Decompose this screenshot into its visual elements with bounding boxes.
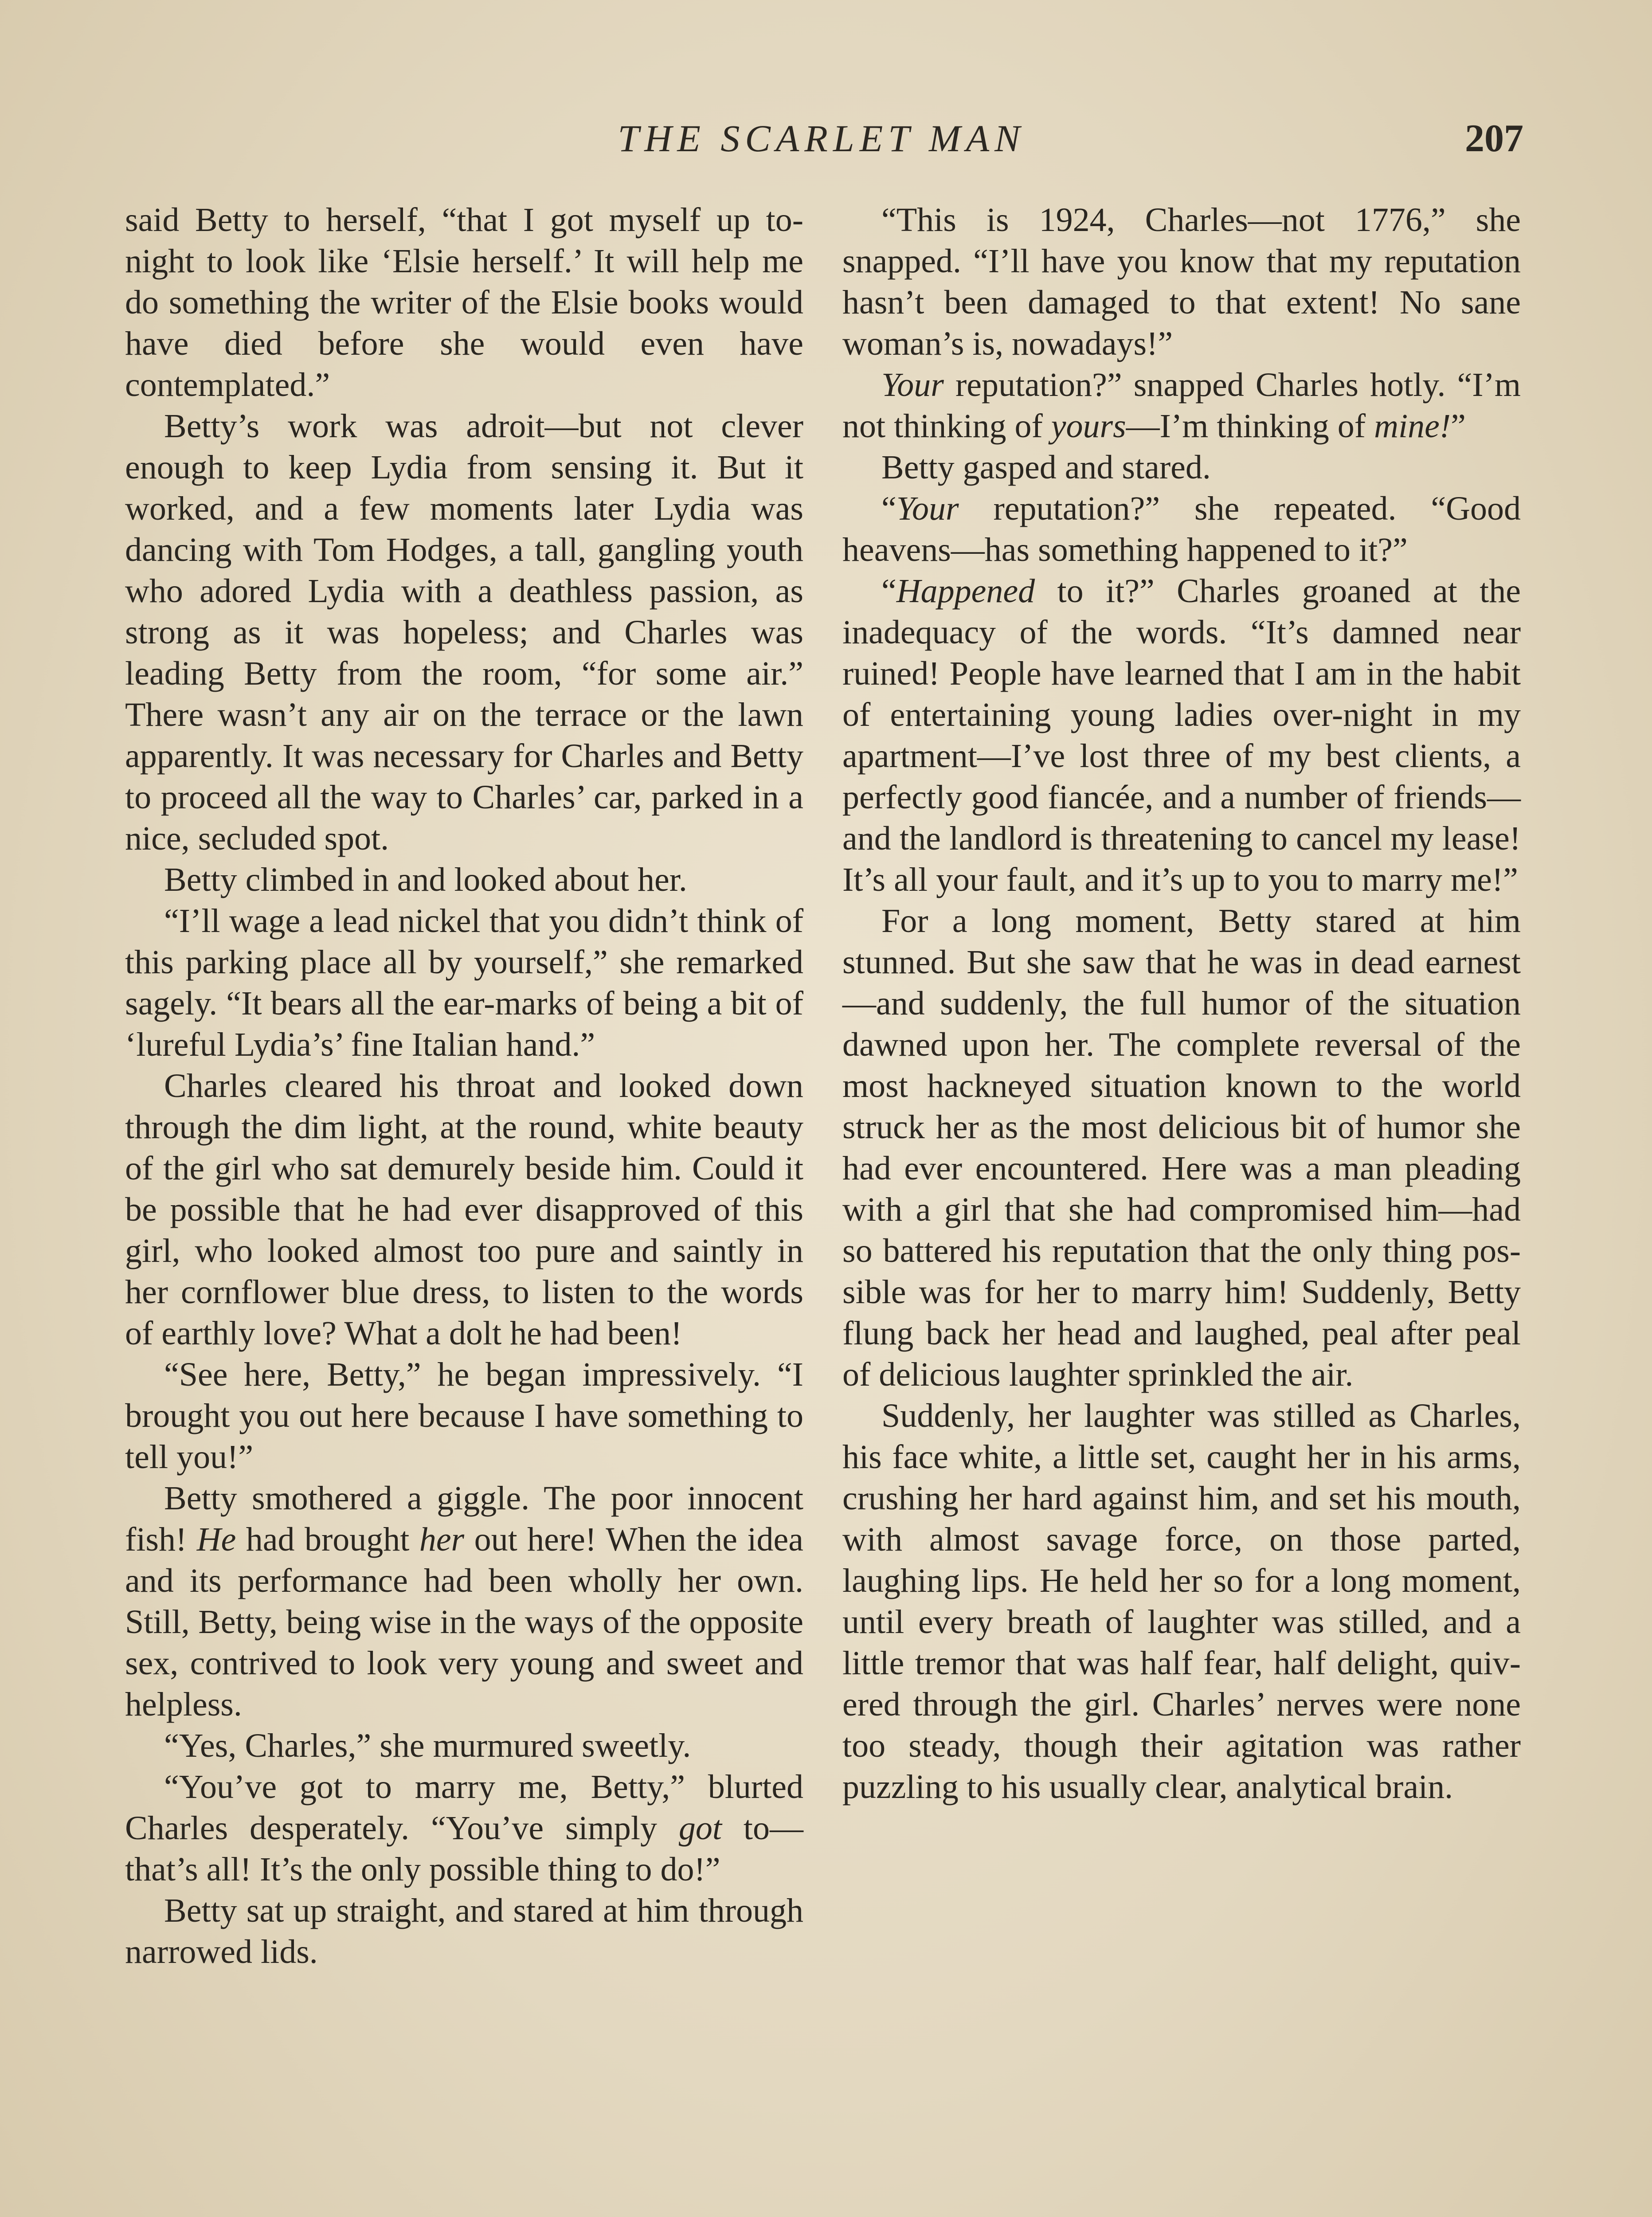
text-run: “You’ve got to marry me, Betty,” blurted Charles desperately. “You’ve simply bbox=[125, 1768, 803, 1847]
running-title: THE SCARLET MAN bbox=[618, 117, 1026, 160]
text-run: to it?” Charles groaned at the inadequacy of the words. “It’s damned near ruined! People have learned that I am in the habit of entertaining young ladies over-night in my apartment—I’ve lost three of my best clients, a perfectly good fiancée, and a number of friends—and the landlord is threatening to cancel my lease! It’s all your fault, and it’s up to you to marry me!” bbox=[842, 572, 1521, 898]
text-run: said Betty to herself, “that I got myself up to-night to look like ‘Elsie herself.’ It will help me do something the writer of the Elsie books would have died before she would even have contemplated.” bbox=[125, 201, 803, 403]
paragraph bbox=[125, 901, 803, 1065]
text-run: “ bbox=[881, 490, 896, 527]
italic-text: Your bbox=[896, 490, 959, 527]
text-run: Betty sat up straight, and stared at him through narrowed lids. bbox=[125, 1892, 803, 1970]
paragraph bbox=[125, 1478, 803, 1725]
paragraph bbox=[842, 364, 1521, 447]
paragraph bbox=[842, 200, 1521, 364]
right-text-column bbox=[842, 200, 1521, 2217]
text-run: Betty climbed in and looked about her. bbox=[164, 861, 687, 898]
paragraph bbox=[125, 1065, 803, 1354]
text-run: reputation?” she repeated. “Good heavens—has something happened to it?” bbox=[842, 490, 1521, 568]
text-run: Betty’s work was adroit—but not clever enough to keep Lydia from sensing it. But it worked, and a few moments later Lydia was dancing with Tom Hodges, a tall, gangling youth who adored Lydia with a deathless passion, as strong as it was hopeless; and Charles was leading Betty from the room, “for some air.” There wasn’t any air on the terrace or the lawn apparently. It was necessary for Charles and Betty to proceed all the way to Charles’ car, parked in a nice, secluded spot. bbox=[125, 407, 803, 857]
text-run: “I’ll wage a lead nickel that you didn’t think of this parking place all by yourself,” she remarked sagely. “It bears all the ear-marks of being a bit of ‘lureful Lydia’s’ fine Italian hand.” bbox=[125, 902, 803, 1063]
text-run: For a long moment, Betty stared at him stunned. But she saw that he was in dead earnest—and suddenly, the full humor of the situation dawned upon her. The complete reversal of the most hackneyed situation known to the world struck her as the most delicious bit of humor she had ever encountered. Here was a man pleading with a girl that she had compromised him—had so battered his reputation that the only thing possible was for her to marry him! Suddenly, Betty flung back her head and laughed, peal after peal of delicious laughter sprinkled the air. bbox=[842, 902, 1521, 1393]
italic-text: Happened bbox=[896, 572, 1035, 610]
text-run: Suddenly, her laughter was stilled as Charles, his face white, a little set, caught her in his arms, crushing her hard against him, and set his mouth, with almost savage force, on those parted, laughing lips. He held her so for a long moment, until every breath of laughter was stilled, and a little tremor that was half fear, half delight, quivered through the girl. Charles’ nerves were none too steady, though their agitation was rather puzzling to his usually clear, analytical brain. bbox=[842, 1397, 1521, 1806]
paragraph bbox=[842, 1395, 1521, 1808]
paragraph bbox=[842, 447, 1521, 488]
text-run: had brought bbox=[236, 1521, 419, 1558]
text-run: Betty gasped and stared. bbox=[881, 449, 1211, 486]
text-run: “ bbox=[881, 572, 896, 610]
text-run: ” bbox=[1451, 407, 1466, 445]
italic-text: got bbox=[678, 1810, 722, 1847]
page-number: 207 bbox=[1465, 117, 1523, 160]
italic-text: mine! bbox=[1374, 407, 1451, 445]
paragraph bbox=[842, 901, 1521, 1395]
text-run: —I’m thinking of bbox=[1126, 407, 1374, 445]
paragraph bbox=[125, 1767, 803, 1890]
paragraph bbox=[125, 859, 803, 901]
italic-text: He bbox=[196, 1521, 236, 1558]
text-run: Charles cleared his throat and looked down through the dim light, at the round, white beauty of the girl who sat demurely beside him. Could it be possible that he had ever disapproved of this girl, who looked almost too pure and saintly in her cornflower blue dress, to listen to the words of earthly love? What a dolt he had been! bbox=[125, 1067, 803, 1352]
text-run: reputation?” snapped Charles hotly. “I’m not thinking of bbox=[842, 366, 1521, 445]
page-header bbox=[120, 116, 1523, 169]
paragraph bbox=[125, 1354, 803, 1478]
text-run: to—that’s all! It’s the only possible thing to do!” bbox=[125, 1810, 803, 1888]
paragraph bbox=[125, 1725, 803, 1767]
text-run: “See here, Betty,” he began impressively. “I brought you out here because I have something to tell you!” bbox=[125, 1356, 803, 1476]
italic-text: Your bbox=[881, 366, 944, 403]
paragraph bbox=[125, 1890, 803, 1973]
paragraph bbox=[125, 200, 803, 406]
paragraph bbox=[842, 488, 1521, 571]
paragraph bbox=[125, 406, 803, 859]
paragraph bbox=[842, 571, 1521, 901]
text-run: out here! When the idea and its performance had been wholly her own. Still, Betty, being wise in the ways of the opposite sex, contrived to look very young and sweet and helpless. bbox=[125, 1521, 804, 1723]
text-run: Betty smothered a giggle. The poor innocent fish! bbox=[125, 1480, 803, 1558]
text-run: “Yes, Charles,” she murmured sweetly. bbox=[164, 1727, 691, 1764]
text-run: “This is 1924, Charles—not 1776,” she snapped. “I’ll have you know that my reputation hasn’t been damaged to that extent! No sane woman’s is, nowadays!” bbox=[842, 201, 1521, 362]
italic-text: yours bbox=[1051, 407, 1126, 445]
left-text-column bbox=[125, 200, 803, 2217]
italic-text: her bbox=[419, 1521, 465, 1558]
